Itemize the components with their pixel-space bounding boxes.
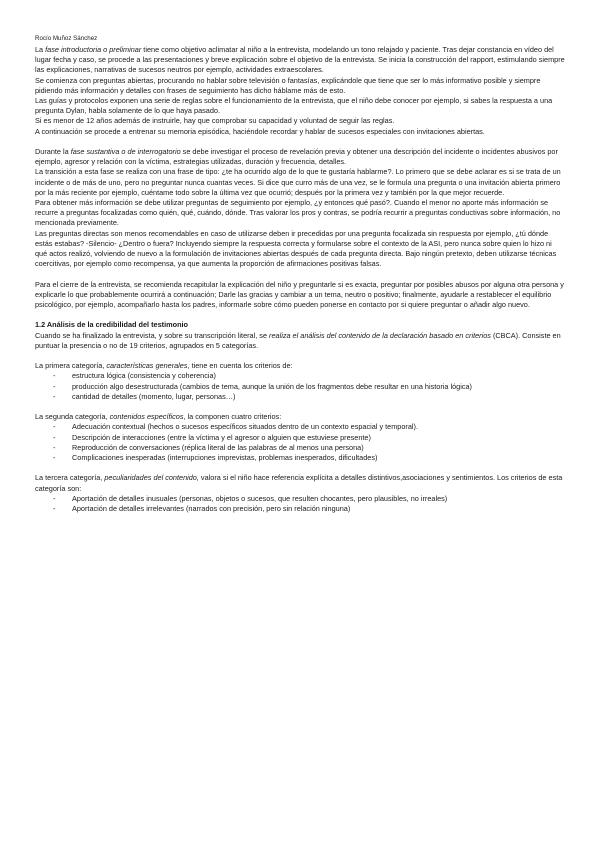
intro-paragraph-5: A continuación se procede a entrenar su memoria episódica, haciéndole recordar y hablar de sucesos especiales con invitaciones abiertas. — [35, 126, 485, 136]
list-item: - Aportación de detalles inusuales (personas, objetos o sucesos, que resulten chocantes, pero plausibles, no irreales) — [35, 494, 565, 504]
category-3-intro: La tercera categoría, peculiaridades del contenido, valora si el niño hace referencia explícita a detalles distintivos,asociaciones y sentimientos. Los criterios de esta categoría son: — [35, 473, 563, 493]
category-1-list — [35, 371, 565, 402]
list-item: - Complicaciones inesperadas (interrupciones imprevistas, problemas inesperados, dificultades) — [35, 453, 565, 463]
term-cbca: realiza el análisis del contenido de la declaración basado en criterios — [269, 330, 491, 340]
document-body — [35, 45, 565, 514]
intro-paragraph-2: Se comienza con preguntas abiertas, procurando no hablar sobre televisión o fantasías, explicándole que tiene que ser lo más informativo posible y siempre pidiendo más información y detalles con frases de seguimiento has dicho háblame más de esto. — [35, 75, 541, 95]
substantive-paragraph-2: La transición a esta fase se realiza con una frase de tipo: ¿te ha ocurrido algo de lo que te gustaría hablarme?. Lo primero que se debe aclarar es si se trata de un incidente o de más de uno, pero no preguntar nunca cuantas veces. Si dice que curro más de una vez, se le formula una pregunta o una invitación abierta primero por la más reciente por ejemplo, cuéntame todo sobre la última vez que ocurrió; después por la primera vez y también por la que mejor recuerde. — [35, 167, 561, 197]
list-item: - estructura lógica (consistencia y coherencia) — [35, 371, 565, 381]
term-substantive-phase: fase sustantiva o de interrogatorio — [70, 147, 181, 157]
cbca-paragraph: Cuando se ha finalizado la entrevista, y sobre su transcripción literal, se realiza el análisis del contenido de la declaración basado en criterios (CBCA). Consiste en puntuar la presencia o no de 19 criterios, agrupados en 5 categorías. — [35, 330, 561, 350]
intro-paragraph-4: Si es menor de 12 años además de instruirle, hay que comprobar su capacidad y voluntad de seguir las reglas. — [35, 116, 395, 126]
term-specific-contents: contenidos específicos — [109, 412, 184, 422]
substantive-paragraph-1: Durante la fase sustantiva o de interrogatorio se debe investigar el proceso de revelación previa y obtener una descripción del incidente o incidentes abusivos por ejemplo, agresor y relación con la víctima, estrategias utilizadas, duración y frecuencia, detalles. — [35, 147, 558, 167]
list-item: - Aportación de detalles irrelevantes (narrados con precisión, pero sin relación ninguna) — [35, 504, 565, 514]
category-1-intro: La primera categoría, características generales, tiene en cuenta los criterios de: — [35, 361, 293, 371]
list-item: - Reproducción de conversaciones (réplica literal de las palabras de al menos una persona) — [35, 443, 565, 453]
closing-paragraph: Para el cierre de la entrevista, se recomienda recapitular la explicación del niño y preguntarle si es exacta, preguntar por posibles abusos por alguna otra persona y explicarle lo que probablemente ocurrirá a continuación; Darle las gracias y cambiar a un tema, neutro o positivo; finalmente, ayudarle a restablecer el equilibrio psicológico, por ejemplo, acompañarlo hasta los padres, informarle sobre cómo pueden ponerse en contacto por si quiere preguntar o añadir algo nuevo. — [35, 279, 564, 310]
term-intro-phase: fase introductoria o preliminar — [45, 45, 142, 54]
list-item: - Descripción de interacciones (entre la víctima y el agresor o alguien que estuviese presente) — [35, 433, 565, 443]
author-name: Rocío Muñoz Sánchez — [35, 35, 98, 42]
category-2-list — [35, 422, 565, 463]
term-general-characteristics: características generales — [106, 361, 188, 371]
substantive-paragraph-4: Las preguntas directas son menos recomendables en caso de utilizarse deben ir precedidas por una pregunta focalizada sin respuesta por ejemplo, ¿tú dónde estás estabas? -Silencio- ¿Dentro o fuera? Incluyendo siempre la respuesta correcta y formularse sobre el contexto de la ASI, pero nunca sobre quien lo hizo ni qué actos realizó, volviendo de nuevo a la formulación de invitaciones abiertas después de cada pregunta directa. Bajo ningún pretexto, deben utilizarse técnicas coercitivas, por ejemplo como recompensa, ya que aumenta la proporción de afirmaciones positivas falsas. — [35, 228, 557, 269]
section-heading: 1.2 Análisis de la credibilidad del testimonio — [35, 320, 189, 330]
term-content-peculiarities: peculiaridades del contenido, — [104, 473, 199, 483]
list-item: - Adecuación contextual (hechos o sucesos específicos situados dentro de un contexto espacial y temporal). — [35, 422, 565, 432]
category-3-list — [35, 494, 565, 514]
intro-paragraph-1: La fase introductoria o preliminar tiene como objetivo aclimatar al niño a la entrevista, modelando un tono relajado y paciente. Tras dejar constancia en vídeo del lugar fecha y caso, se procede a las presentaciones y breve explicación sobre el objetivo de la entrevista. Se inicia la construcción del rapport, estimulando siempre las explicaciones, narrativas de sucesos neutros por ejemplo, actividades extraescolares. — [35, 45, 565, 75]
intro-paragraph-3: Las guías y protocolos exponen una serie de reglas sobre el funcionamiento de la entrevista, que el niño debe conocer por ejemplo, si sabes la respuesta a una pregunta Dylan, habla solamente de lo que haya pasado. — [35, 96, 553, 116]
list-item: - cantidad de detalles (momento, lugar, personas…) — [35, 392, 565, 402]
category-2-intro: La segunda categoría, contenidos específicos, la componen cuatro criterios: — [35, 412, 282, 422]
list-item: - producción algo desestructurada (cambios de tema, aunque la unión de los fragmentos debe resultar en una historia lógica) — [35, 382, 565, 392]
substantive-paragraph-3: Para obtener más información se debe utilizar preguntas de seguimiento por ejemplo, ¿y entonces qué pasó?. Cuando el menor no aporte más información se recurre a preguntas focalizadas como quién, qué, cuándo, dónde. Tras valorar los pros y contras, se podría recurrir a preguntas conductivas sobre información, no mencionada previamente. — [35, 198, 561, 228]
